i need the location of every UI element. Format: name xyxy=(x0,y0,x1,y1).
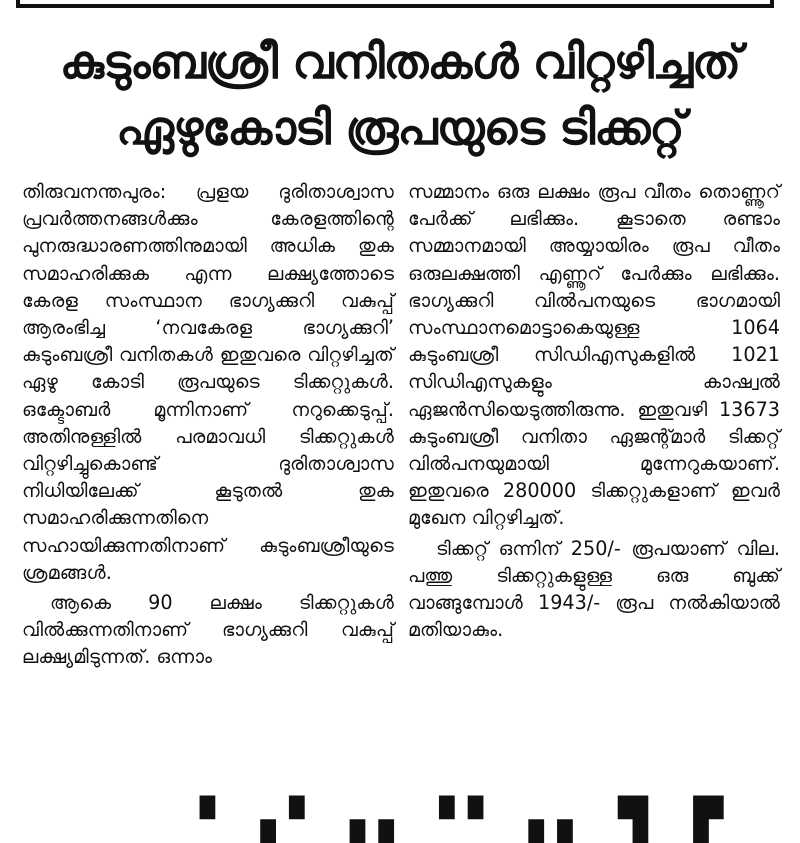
left-paragraph-1: തിരുവനന്തപുരം: പ്രളയ ദുരിതാശ്വാസ പ്രവർത്തനങ്ങൾക്കും കേരളത്തിന്റെ പുനരുദ്ധാരണത്തിനുമായി അധിക തുക സമാഹരിക്കുക എന്ന ലക്ഷ്യത്തോടെ കേരള സംസ്ഥാന ഭാഗ്യക്കുറി വകുപ്പ് ആരംഭിച്ച ‘നവകേരള ഭാഗ്യക്കുറി’ കുടുംബശ്രീ വനിതകൾ ഇതുവരെ വിറ്റഴിച്ചത് ഏഴു കോടി രൂപയുടെ ടിക്കറ്റുകൾ. ഒക്ടോബർ മൂന്നിനാണ് നറുക്കെടുപ്പ്. അതിനുള്ളിൽ പരമാവധി ടിക്കറ്റുകൾ വിറ്റഴിച്ചുകൊണ്ട് ദുരിതാശ്വാസ നിധിയിലേക്ക് കൂടുതൽ തുക സമാഹരിക്കുന്നതിനെ സഹായിക്കുന്നതിനാണ് കുടുംബശ്രീയുടെ ശ്രമങ്ങൾ. xyxy=(22,180,394,584)
article-column-left xyxy=(22,178,394,671)
right-paragraph-2: ടിക്കറ്റ് ഒന്നിന് 250/- രൂപയാണ് വില. പത്തു ടിക്കറ്റുകളുള്ള ഒരു ബുക്ക് വാങ്ങുമ്പോൾ 1943/- രൂപ നൽകിയാൽ മതിയാകും. xyxy=(408,536,780,642)
headline-line-2: ഏഴുകോടി രൂപയുടെ ടിക്കറ്റ് xyxy=(116,101,684,156)
right-paragraph-1: സമ്മാനം ഒരു ലക്ഷം രൂപ വീതം തൊണ്ണൂറ് പേർക്ക് ലഭിക്കും. കൂടാതെ രണ്ടാം സമ്മാനമായി അയ്യായിരം രൂപ വീതം ഒരുലക്ഷത്തി എണ്ണൂറ് പേർക്കും ലഭിക്കും. ഭാഗ്യക്കുറി വിൽപനയുടെ ഭാഗമായി സംസ്ഥാനമൊട്ടാകെയുള്ള 1064 കുടുംബശ്രീ സിഡിഎസുകളിൽ 1021 സിഡിഎസുകളും കാഷ്വൽ ഏജൻസിയെടുത്തിരുന്നു. ഇതുവഴി 13673 കുടുംബശ്രീ വനിതാ ഏജന്റ്മാർ ടിക്കറ്റ് വിൽപനയുമായി മുന്നേറുകയാണ്. ഇതുവരെ 280000 ടിക്കറ്റുകളാണ് ഇവർ മുഖേന വിറ്റഴിച്ചത്. xyxy=(408,180,780,530)
next-headline-fragment: ▘ ▗ ▘ ▗ ▖ ▝ ▘ ▗ ▖ ▝▌ ▐▘ xyxy=(200,797,740,843)
article-column-right xyxy=(408,178,780,643)
left-paragraph-2: ആകെ 90 ലക്ഷം ടിക്കറ്റുകൾ വിൽക്കുന്നതിനാണ് ഭാഗ്യക്കുറി വകുപ്പ് ലക്ഷ്യമിടുന്നത്. ഒന്നാം xyxy=(22,591,394,669)
headline xyxy=(20,30,780,162)
top-border-rule xyxy=(16,0,774,8)
headline-line-1: കുടുംബശ്രീ വനിതകൾ വിറ്റഴിച്ചത് xyxy=(59,35,741,90)
